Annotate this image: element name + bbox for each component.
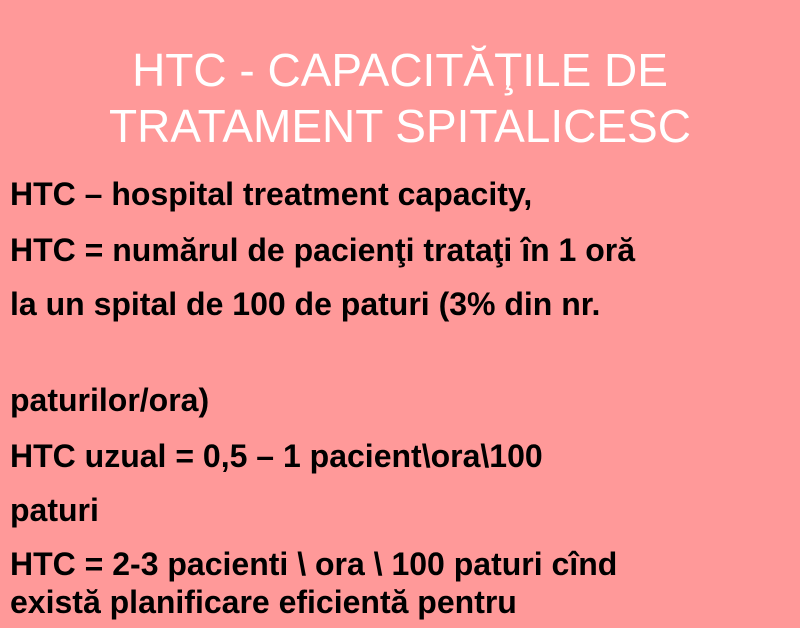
slide-title-line-1: HTC - CAPACITĂŢILE DE xyxy=(132,44,668,96)
body-line-5: HTC uzual = 0,5 – 1 pacient\ora\100 xyxy=(10,438,543,474)
slide-title-line-2: TRATAMENT SPITALICESC xyxy=(109,100,691,152)
body-line-1: HTC – hospital treatment capacity, xyxy=(10,176,533,212)
body-line-7: HTC = 2-3 pacienti \ ora \ 100 paturi cînd xyxy=(10,546,618,582)
body-line-3: la un spital de 100 de paturi (3% din nr. xyxy=(10,286,601,322)
body-line-4: paturilor/ora) xyxy=(10,382,210,418)
body-line-6: paturi xyxy=(10,492,99,528)
body-line-2: HTC = numărul de pacienţi trataţi în 1 oră xyxy=(10,232,636,268)
slide-title xyxy=(0,42,800,154)
body-line-8: există planificare eficientă pentru xyxy=(10,584,517,620)
